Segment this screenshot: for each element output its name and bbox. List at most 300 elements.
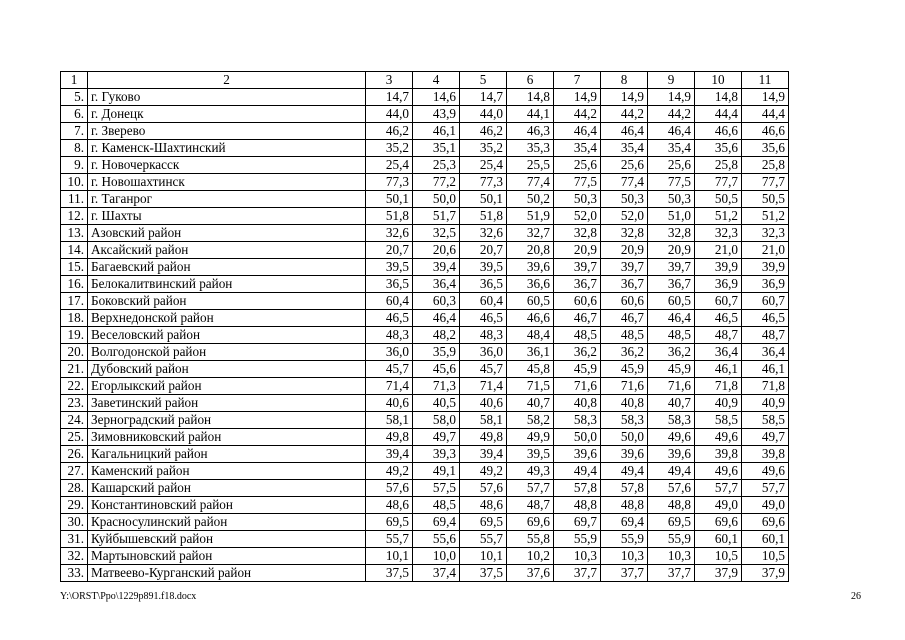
value-cell: 36,0 [460, 344, 507, 361]
municipality-name: Кагальницкий район [88, 446, 366, 463]
value-cell: 46,5 [742, 310, 789, 327]
value-cell: 50,0 [554, 429, 601, 446]
row-number: 19. [61, 327, 88, 344]
row-number: 5. [61, 89, 88, 106]
value-cell: 36,4 [413, 276, 460, 293]
value-cell: 44,4 [695, 106, 742, 123]
value-cell: 39,4 [460, 446, 507, 463]
row-number: 29. [61, 497, 88, 514]
value-cell: 46,4 [413, 310, 460, 327]
value-cell: 48,3 [460, 327, 507, 344]
value-cell: 45,7 [460, 361, 507, 378]
municipality-name: г. Каменск-Шахтинский [88, 140, 366, 157]
value-cell: 44,2 [648, 106, 695, 123]
municipality-name: Егорлыкский район [88, 378, 366, 395]
value-cell: 14,7 [366, 89, 413, 106]
value-cell: 40,8 [601, 395, 648, 412]
value-cell: 52,0 [554, 208, 601, 225]
value-cell: 71,3 [413, 378, 460, 395]
value-cell: 45,9 [554, 361, 601, 378]
row-number: 13. [61, 225, 88, 242]
value-cell: 46,4 [648, 123, 695, 140]
value-cell: 36,9 [742, 276, 789, 293]
value-cell: 49,0 [695, 497, 742, 514]
municipality-name: Красносулинский район [88, 514, 366, 531]
value-cell: 49,3 [507, 463, 554, 480]
value-cell: 21,0 [695, 242, 742, 259]
row-number: 11. [61, 191, 88, 208]
value-cell: 60,4 [366, 293, 413, 310]
value-cell: 57,7 [695, 480, 742, 497]
value-cell: 14,7 [460, 89, 507, 106]
value-cell: 69,5 [648, 514, 695, 531]
value-cell: 77,2 [413, 174, 460, 191]
value-cell: 50,0 [601, 429, 648, 446]
row-number: 14. [61, 242, 88, 259]
value-cell: 32,6 [460, 225, 507, 242]
value-cell: 48,2 [413, 327, 460, 344]
value-cell: 45,6 [413, 361, 460, 378]
value-cell: 36,6 [507, 276, 554, 293]
value-cell: 36,9 [695, 276, 742, 293]
column-header-4: 4 [413, 72, 460, 89]
value-cell: 45,9 [648, 361, 695, 378]
municipality-name: Боковский район [88, 293, 366, 310]
table-row [61, 548, 789, 565]
value-cell: 40,9 [695, 395, 742, 412]
value-cell: 46,4 [601, 123, 648, 140]
value-cell: 45,8 [507, 361, 554, 378]
value-cell: 50,3 [648, 191, 695, 208]
value-cell: 44,0 [460, 106, 507, 123]
row-number: 32. [61, 548, 88, 565]
value-cell: 60,5 [507, 293, 554, 310]
value-cell: 39,6 [507, 259, 554, 276]
value-cell: 36,4 [695, 344, 742, 361]
municipality-name: Мартыновский район [88, 548, 366, 565]
value-cell: 36,2 [601, 344, 648, 361]
data-table [60, 71, 789, 582]
value-cell: 20,7 [460, 242, 507, 259]
municipality-name: Азовский район [88, 225, 366, 242]
value-cell: 52,0 [601, 208, 648, 225]
value-cell: 20,6 [413, 242, 460, 259]
value-cell: 49,6 [695, 429, 742, 446]
value-cell: 46,1 [742, 361, 789, 378]
value-cell: 57,5 [413, 480, 460, 497]
value-cell: 57,8 [554, 480, 601, 497]
column-header-2: 2 [88, 72, 366, 89]
value-cell: 55,7 [366, 531, 413, 548]
table-row [61, 106, 789, 123]
value-cell: 55,6 [413, 531, 460, 548]
value-cell: 48,8 [554, 497, 601, 514]
value-cell: 39,4 [413, 259, 460, 276]
value-cell: 39,5 [366, 259, 413, 276]
value-cell: 58,0 [413, 412, 460, 429]
row-number: 21. [61, 361, 88, 378]
value-cell: 58,3 [601, 412, 648, 429]
table-row [61, 89, 789, 106]
value-cell: 32,8 [554, 225, 601, 242]
value-cell: 49,6 [695, 463, 742, 480]
value-cell: 39,6 [648, 446, 695, 463]
value-cell: 48,3 [366, 327, 413, 344]
column-header-10: 10 [695, 72, 742, 89]
municipality-name: г. Гуково [88, 89, 366, 106]
value-cell: 49,0 [742, 497, 789, 514]
municipality-name: г. Шахты [88, 208, 366, 225]
municipality-name: Зерноградский район [88, 412, 366, 429]
value-cell: 39,4 [366, 446, 413, 463]
column-header-11: 11 [742, 72, 789, 89]
table-row [61, 208, 789, 225]
value-cell: 35,4 [648, 140, 695, 157]
value-cell: 48,5 [554, 327, 601, 344]
value-cell: 51,2 [742, 208, 789, 225]
value-cell: 48,6 [366, 497, 413, 514]
value-cell: 32,7 [507, 225, 554, 242]
value-cell: 60,3 [413, 293, 460, 310]
value-cell: 69,6 [507, 514, 554, 531]
value-cell: 55,9 [554, 531, 601, 548]
value-cell: 40,7 [507, 395, 554, 412]
municipality-name: Белокалитвинский район [88, 276, 366, 293]
value-cell: 36,1 [507, 344, 554, 361]
value-cell: 14,9 [554, 89, 601, 106]
municipality-name: г. Таганрог [88, 191, 366, 208]
value-cell: 35,2 [460, 140, 507, 157]
value-cell: 51,2 [695, 208, 742, 225]
value-cell: 69,7 [554, 514, 601, 531]
row-number: 24. [61, 412, 88, 429]
row-number: 22. [61, 378, 88, 395]
row-number: 15. [61, 259, 88, 276]
municipality-name: Куйбышевский район [88, 531, 366, 548]
value-cell: 50,5 [742, 191, 789, 208]
value-cell: 69,5 [460, 514, 507, 531]
value-cell: 39,7 [648, 259, 695, 276]
table-row [61, 412, 789, 429]
municipality-name: Багаевский район [88, 259, 366, 276]
value-cell: 46,2 [366, 123, 413, 140]
table-row [61, 242, 789, 259]
value-cell: 58,2 [507, 412, 554, 429]
value-cell: 71,6 [554, 378, 601, 395]
municipality-name: Заветинский район [88, 395, 366, 412]
value-cell: 39,8 [695, 446, 742, 463]
value-cell: 36,2 [554, 344, 601, 361]
value-cell: 60,4 [460, 293, 507, 310]
value-cell: 50,1 [460, 191, 507, 208]
municipality-name: Зимовниковский район [88, 429, 366, 446]
table-row [61, 174, 789, 191]
value-cell: 58,1 [460, 412, 507, 429]
table-row [61, 378, 789, 395]
value-cell: 50,0 [413, 191, 460, 208]
value-cell: 60,1 [742, 531, 789, 548]
value-cell: 25,8 [742, 157, 789, 174]
value-cell: 46,5 [695, 310, 742, 327]
value-cell: 32,3 [695, 225, 742, 242]
value-cell: 10,3 [554, 548, 601, 565]
value-cell: 71,5 [507, 378, 554, 395]
value-cell: 37,9 [695, 565, 742, 582]
value-cell: 35,4 [554, 140, 601, 157]
value-cell: 77,4 [507, 174, 554, 191]
row-number: 9. [61, 157, 88, 174]
value-cell: 46,6 [695, 123, 742, 140]
table-row [61, 123, 789, 140]
value-cell: 46,1 [413, 123, 460, 140]
table-row [61, 344, 789, 361]
value-cell: 25,5 [507, 157, 554, 174]
value-cell: 35,6 [695, 140, 742, 157]
column-header-3: 3 [366, 72, 413, 89]
row-number: 6. [61, 106, 88, 123]
value-cell: 37,7 [601, 565, 648, 582]
value-cell: 40,6 [460, 395, 507, 412]
value-cell: 25,6 [601, 157, 648, 174]
value-cell: 32,8 [601, 225, 648, 242]
value-cell: 57,6 [366, 480, 413, 497]
value-cell: 46,5 [366, 310, 413, 327]
value-cell: 58,1 [366, 412, 413, 429]
value-cell: 36,7 [554, 276, 601, 293]
value-cell: 37,6 [507, 565, 554, 582]
value-cell: 39,5 [460, 259, 507, 276]
value-cell: 44,2 [554, 106, 601, 123]
value-cell: 40,7 [648, 395, 695, 412]
value-cell: 14,9 [648, 89, 695, 106]
value-cell: 71,6 [648, 378, 695, 395]
value-cell: 36,0 [366, 344, 413, 361]
value-cell: 49,8 [460, 429, 507, 446]
value-cell: 49,4 [648, 463, 695, 480]
value-cell: 48,5 [601, 327, 648, 344]
value-cell: 46,5 [460, 310, 507, 327]
value-cell: 39,5 [507, 446, 554, 463]
value-cell: 77,4 [601, 174, 648, 191]
value-cell: 49,1 [413, 463, 460, 480]
value-cell: 55,7 [460, 531, 507, 548]
value-cell: 46,7 [554, 310, 601, 327]
value-cell: 46,4 [554, 123, 601, 140]
value-cell: 60,5 [648, 293, 695, 310]
column-header-7: 7 [554, 72, 601, 89]
value-cell: 46,1 [695, 361, 742, 378]
value-cell: 60,6 [601, 293, 648, 310]
value-cell: 46,6 [742, 123, 789, 140]
row-number: 7. [61, 123, 88, 140]
value-cell: 48,5 [648, 327, 695, 344]
value-cell: 48,7 [507, 497, 554, 514]
municipality-name: г. Новочеркасск [88, 157, 366, 174]
value-cell: 48,5 [413, 497, 460, 514]
value-cell: 10,1 [460, 548, 507, 565]
value-cell: 37,5 [366, 565, 413, 582]
value-cell: 49,8 [366, 429, 413, 446]
value-cell: 55,9 [648, 531, 695, 548]
value-cell: 35,3 [507, 140, 554, 157]
value-cell: 51,7 [413, 208, 460, 225]
value-cell: 57,8 [601, 480, 648, 497]
footer-file-path: Y:\ORST\Ppo\1229p891.f18.docx [60, 591, 197, 602]
column-header-9: 9 [648, 72, 695, 89]
municipality-name: г. Зверево [88, 123, 366, 140]
value-cell: 49,4 [554, 463, 601, 480]
row-number: 17. [61, 293, 88, 310]
value-cell: 35,2 [366, 140, 413, 157]
value-cell: 39,9 [742, 259, 789, 276]
value-cell: 32,6 [366, 225, 413, 242]
value-cell: 57,7 [507, 480, 554, 497]
value-cell: 58,3 [554, 412, 601, 429]
value-cell: 49,2 [366, 463, 413, 480]
value-cell: 50,1 [366, 191, 413, 208]
table-row [61, 429, 789, 446]
value-cell: 44,1 [507, 106, 554, 123]
page-number: 26 [851, 591, 861, 602]
value-cell: 50,5 [695, 191, 742, 208]
table-row [61, 497, 789, 514]
value-cell: 48,7 [695, 327, 742, 344]
value-cell: 32,5 [413, 225, 460, 242]
table-body [61, 89, 789, 582]
value-cell: 36,7 [648, 276, 695, 293]
value-cell: 36,5 [460, 276, 507, 293]
value-cell: 40,5 [413, 395, 460, 412]
value-cell: 58,5 [742, 412, 789, 429]
municipality-name: Волгодонской район [88, 344, 366, 361]
value-cell: 21,0 [742, 242, 789, 259]
value-cell: 60,6 [554, 293, 601, 310]
value-cell: 43,9 [413, 106, 460, 123]
value-cell: 71,4 [460, 378, 507, 395]
value-cell: 49,6 [648, 429, 695, 446]
value-cell: 48,4 [507, 327, 554, 344]
value-cell: 20,9 [554, 242, 601, 259]
value-cell: 77,5 [648, 174, 695, 191]
value-cell: 14,8 [695, 89, 742, 106]
table-row [61, 259, 789, 276]
value-cell: 58,5 [695, 412, 742, 429]
table-row [61, 157, 789, 174]
column-header-1: 1 [61, 72, 88, 89]
value-cell: 36,5 [366, 276, 413, 293]
value-cell: 10,5 [695, 548, 742, 565]
value-cell: 25,3 [413, 157, 460, 174]
value-cell: 44,0 [366, 106, 413, 123]
value-cell: 49,2 [460, 463, 507, 480]
value-cell: 69,6 [742, 514, 789, 531]
row-number: 18. [61, 310, 88, 327]
value-cell: 48,6 [460, 497, 507, 514]
municipality-name: Кашарский район [88, 480, 366, 497]
value-cell: 32,3 [742, 225, 789, 242]
value-cell: 69,5 [366, 514, 413, 531]
value-cell: 48,8 [601, 497, 648, 514]
value-cell: 77,7 [695, 174, 742, 191]
row-number: 16. [61, 276, 88, 293]
value-cell: 50,2 [507, 191, 554, 208]
municipality-name: Константиновский район [88, 497, 366, 514]
value-cell: 49,9 [507, 429, 554, 446]
table-row [61, 225, 789, 242]
value-cell: 69,4 [413, 514, 460, 531]
value-cell: 37,7 [554, 565, 601, 582]
table-row [61, 293, 789, 310]
value-cell: 20,9 [601, 242, 648, 259]
value-cell: 50,3 [601, 191, 648, 208]
value-cell: 35,4 [601, 140, 648, 157]
value-cell: 77,5 [554, 174, 601, 191]
value-cell: 25,6 [648, 157, 695, 174]
table-row [61, 531, 789, 548]
value-cell: 49,7 [413, 429, 460, 446]
value-cell: 35,6 [742, 140, 789, 157]
value-cell: 77,3 [366, 174, 413, 191]
value-cell: 40,8 [554, 395, 601, 412]
value-cell: 46,4 [648, 310, 695, 327]
municipality-name: Дубовский район [88, 361, 366, 378]
row-number: 30. [61, 514, 88, 531]
column-header-6: 6 [507, 72, 554, 89]
value-cell: 49,4 [601, 463, 648, 480]
table-header [61, 72, 789, 89]
row-number: 31. [61, 531, 88, 548]
value-cell: 25,8 [695, 157, 742, 174]
row-number: 33. [61, 565, 88, 582]
value-cell: 20,8 [507, 242, 554, 259]
municipality-name: Верхнедонской район [88, 310, 366, 327]
value-cell: 50,3 [554, 191, 601, 208]
value-cell: 45,7 [366, 361, 413, 378]
value-cell: 36,4 [742, 344, 789, 361]
value-cell: 51,0 [648, 208, 695, 225]
table-row [61, 276, 789, 293]
value-cell: 10,3 [648, 548, 695, 565]
value-cell: 39,7 [554, 259, 601, 276]
value-cell: 57,6 [460, 480, 507, 497]
municipality-name: г. Новошахтинск [88, 174, 366, 191]
value-cell: 57,6 [648, 480, 695, 497]
value-cell: 51,8 [460, 208, 507, 225]
municipality-name: Веселовский район [88, 327, 366, 344]
value-cell: 69,6 [695, 514, 742, 531]
value-cell: 48,8 [648, 497, 695, 514]
value-cell: 51,8 [366, 208, 413, 225]
value-cell: 46,2 [460, 123, 507, 140]
row-number: 10. [61, 174, 88, 191]
row-number: 25. [61, 429, 88, 446]
value-cell: 48,7 [742, 327, 789, 344]
table-row [61, 395, 789, 412]
value-cell: 36,7 [601, 276, 648, 293]
value-cell: 37,7 [648, 565, 695, 582]
value-cell: 51,9 [507, 208, 554, 225]
value-cell: 39,6 [601, 446, 648, 463]
value-cell: 49,7 [742, 429, 789, 446]
value-cell: 39,3 [413, 446, 460, 463]
value-cell: 37,9 [742, 565, 789, 582]
table-row [61, 191, 789, 208]
value-cell: 46,6 [507, 310, 554, 327]
value-cell: 37,5 [460, 565, 507, 582]
value-cell: 60,1 [695, 531, 742, 548]
value-cell: 71,6 [601, 378, 648, 395]
value-cell: 25,4 [460, 157, 507, 174]
